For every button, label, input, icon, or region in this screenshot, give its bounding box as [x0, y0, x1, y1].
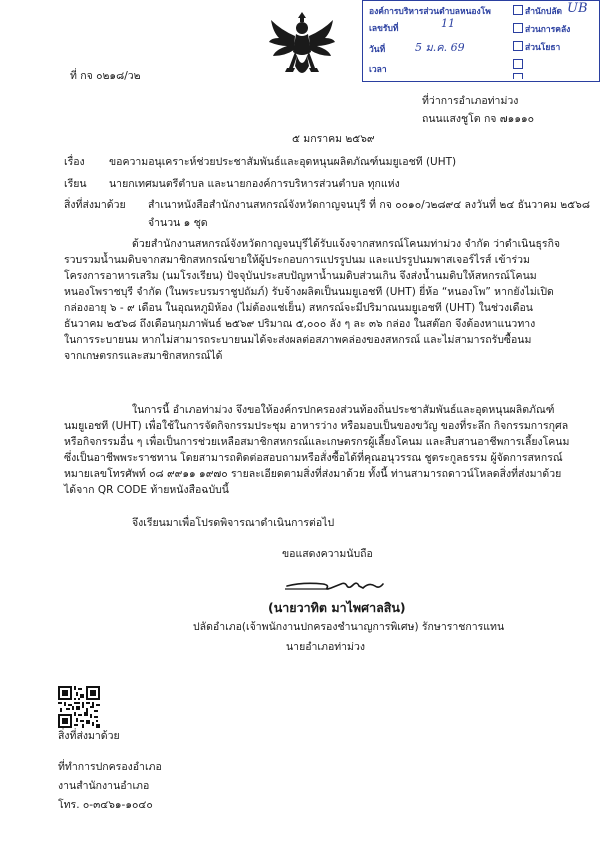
paragraph-line: จากเกษตรกรและสมาชิกสหกรณ์ได้: [64, 350, 223, 362]
sender-address: ถนนแสงชูโต กจ ๗๑๑๑๐: [422, 113, 535, 125]
paragraph-line: ธันวาคม ๒๕๖๘ ถึงเดือนกุมภาพันธ์ ๒๕๖๙ ปริมาณ ๕,๐๐๐ ลัง ๆ ละ ๓๖ กล่อง ในสต๊อก จึงต้องหาแนวทาง: [64, 318, 536, 330]
paragraph-line: หมายเลขโทรศัพท์ ๐๘ ๙๙๑๑ ๑๙๗๐ รายละเอียดตามสิ่งที่ส่งมาด้วย ทั้งนี้ ท่านสามารถดาวน์โหลดสิ่งที่ส่งมาด้วย: [64, 468, 562, 480]
stamp-date-value: 5 ม.ค. 69: [415, 41, 465, 54]
paragraph-line: กล่องอายุ ๖ - ๙ เดือน ในอุณหภูมิห้อง (ไม่ต้องแช่เย็น) สหกรณ์จะมีปริมาณนมยูเอชที (UHT) ในช่วงเดือน: [64, 302, 533, 314]
paragraph-line: หนองโพราชบุรี จำกัด (ในพระบรมราชูปถัมภ์) รับจ้างผลิตเป็นนมยูเอชที (UHT) ยี่ห้อ “หนองโพ” หากยังไม่เปิด: [64, 286, 554, 298]
garuda-emblem-icon: [267, 8, 337, 86]
paragraph-line: โครงการอาหารเสริม (นมโรงเรียน) ปัจจุบันประสบปัญหาน้ำนมดิบส่วนเกิน จึงส่งน้ำนมดิบให้สหกรณ์โคนม: [64, 270, 537, 282]
stamp-org: องค์การบริหารส่วนตำบลหนองโพ: [369, 7, 491, 17]
subject-text: ขอความอนุเคราะห์ช่วยประชาสัมพันธ์และอุดหนุนผลิตภัณฑ์นมยูเอชที (UHT): [109, 156, 457, 168]
stamp-option: ส่วนการคลัง: [525, 25, 571, 35]
stamp-checkbox: [513, 73, 523, 79]
closing-request: จึงเรียนมาเพื่อโปรดพิจารณาดำเนินการต่อไป: [132, 517, 335, 529]
stamp-checkbox: [513, 41, 523, 51]
stamp-receive-no-label: เลขรับที่: [369, 24, 399, 34]
handwritten-signature-icon: [283, 576, 393, 592]
stamp-checkbox: [513, 23, 523, 33]
qr-caption: สิ่งที่ส่งมาด้วย: [58, 730, 120, 742]
paragraph-line: นมยูเอชที (UHT) เพื่อใช้ในการจัดกิจกรรมประชุม อาหารว่าง หรือมอบเป็นของขวัญ ของที่ระลึก กิจกรรมการกุศล: [64, 420, 569, 432]
stamp-handwritten-mark: UB: [567, 1, 588, 16]
signatory-name: (นายวาทิต มาไพศาลสิน): [268, 600, 406, 615]
stamp-option: สำนักปลัด: [525, 7, 563, 17]
stamp-date-label: วันที่: [369, 45, 386, 55]
receiving-stamp: [362, 0, 600, 82]
body-paragraph-2: [64, 402, 569, 498]
qr-code[interactable]: [58, 686, 100, 728]
recipient-text: นายกเทศมนตรีตำบล และนายกองค์การบริหารส่วนตำบล ทุกแห่ง: [109, 178, 400, 190]
attachment-count: จำนวน ๑ ชุด: [148, 217, 208, 229]
closing-salutation: ขอแสดงความนับถือ: [282, 548, 373, 560]
stamp-checkbox: [513, 59, 523, 69]
paragraph-line: ซึ่งเป็นอาชีพพระราชทาน โดยสามารถติดต่อสอบถามหรือสั่งซื้อได้ที่คุณอนุวรรณ ชูตระกูลธรรม ผู้จัดการสหกรณ์: [64, 452, 563, 464]
paragraph-line: ในการระบายนม หากไม่สามารถระบายนมได้จะส่งผลต่อสภาพคล่องของสหกรณ์ และไม่สามารถรับซื้อนม: [64, 334, 532, 346]
paragraph-line: หรือกิจกรรมอื่น ๆ เพื่อเป็นการช่วยเหลือสมาชิกสหกรณ์และเกษตรกรผู้เลี้ยงโคนม และสืบสานอาชีพการเลี้ยงโคนม: [64, 436, 570, 448]
document-number: ที่ กจ ๐๒๑๘/ว๒: [70, 70, 141, 82]
paragraph-line: รวบรวมน้ำนมดิบจากสมาชิกสหกรณ์ขายให้ผู้ประกอบการแปรรูปนม และแปรรูปนมพาสเจอร์ไรส์ เข้าร่วม: [64, 254, 530, 266]
attachment-label: สิ่งที่ส่งมาด้วย: [64, 199, 126, 211]
document-date: ๕ มกราคม ๒๕๖๙: [292, 133, 375, 145]
footer-phone: โทร. ๐-๓๔๖๑-๑๐๔๐: [58, 799, 153, 811]
paragraph-line: ในการนี้ อำเภอท่าม่วง จึงขอให้องค์กรปกครองส่วนท้องถิ่นประชาสัมพันธ์และอุดหนุนผลิตภัณฑ์: [132, 404, 555, 416]
stamp-receive-no: 11: [441, 17, 455, 30]
body-paragraph-1: [64, 236, 560, 364]
stamp-checkbox: [513, 5, 523, 15]
subject-label: เรื่อง: [64, 156, 85, 168]
stamp-option: ส่วนโยธา: [525, 43, 561, 53]
paragraph-line: ได้จาก QR CODE ท้ายหนังสือฉบับนี้: [64, 484, 229, 496]
stamp-time-label: เวลา: [369, 65, 387, 75]
footer-office: ที่ทำการปกครองอำเภอ: [58, 761, 162, 773]
attachment-text: สำเนาหนังสือสำนักงานสหกรณ์จังหวัดกาญจนบุรี ที่ กจ ๐๐๑๐/ว๒๘๙๔ ลงวันที่ ๒๔ ธันวาคม ๒๕๖๘: [148, 199, 590, 211]
footer-department: งานสำนักงานอำเภอ: [58, 780, 150, 792]
paragraph-line: ด้วยสำนักงานสหกรณ์จังหวัดกาญจนบุรีได้รับแจ้งจากสหกรณ์โคนมท่าม่วง จำกัด ว่าดำเนินธุรกิจ: [132, 238, 561, 250]
recipient-label: เรียน: [64, 178, 87, 190]
signatory-acting-for: นายอำเภอท่าม่วง: [286, 641, 366, 653]
sender-office: ที่ว่าการอำเภอท่าม่วง: [422, 95, 519, 107]
signatory-position: ปลัดอำเภอ(เจ้าพนักงานปกครองชำนาญการพิเศษ) รักษาราชการแทน: [193, 621, 505, 633]
